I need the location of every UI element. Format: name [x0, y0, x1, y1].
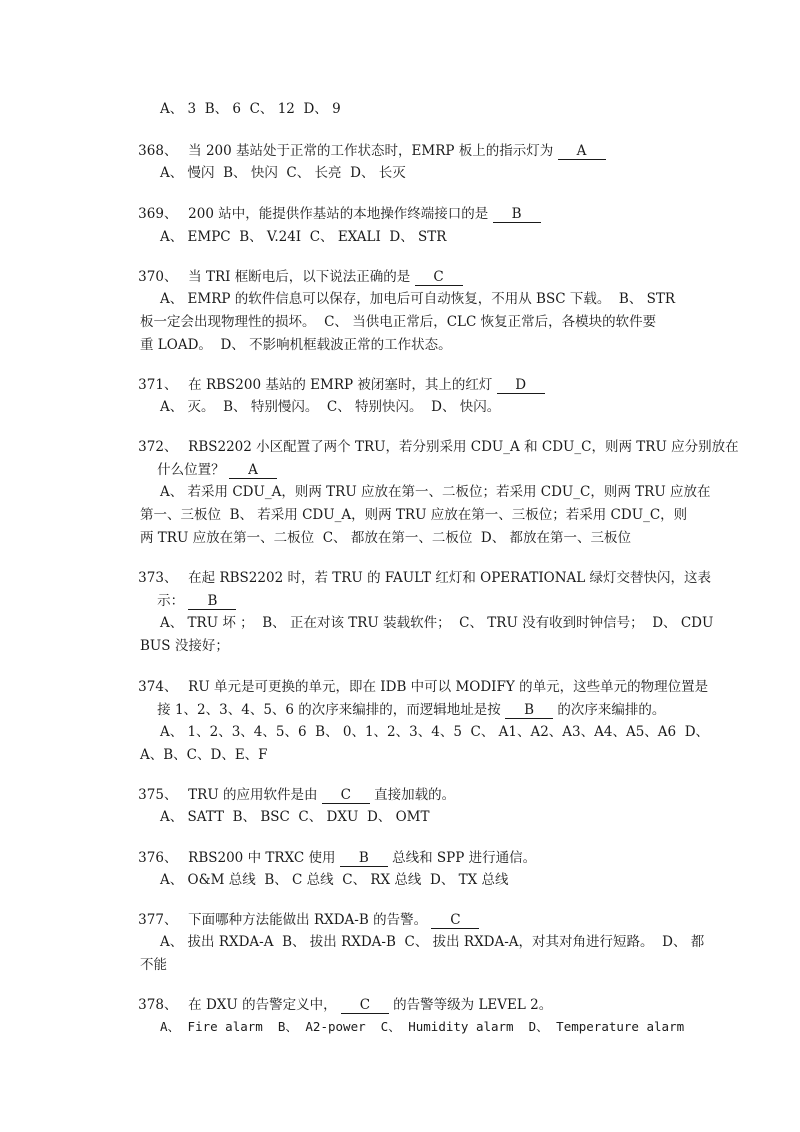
question-text: 200 站中，能提供作基站的本地操作终端接口的是 [188, 206, 493, 222]
question-text: 下面哪种方法能做出 RXDA-B 的告警。 [188, 912, 432, 928]
options-line: A、 拔出 RXDA-A B、 拔出 RXDA-B C、 拔出 RXDA-A，对其对角进行短路。 D、 都 [160, 934, 705, 950]
options-line: A、 3 B、 6 C、 12 D、 9 [160, 101, 341, 117]
question-text: 的次序来编排的。 [553, 702, 666, 718]
question-number: 369、 [138, 206, 178, 222]
options-line: 重 LOAD。 D、 不影响机框载波正常的工作状态。 [140, 337, 452, 353]
answer-blank: C [431, 913, 479, 929]
question-text: TRU 的应用软件是由 [188, 787, 322, 803]
answer-blank: B [505, 703, 553, 719]
question-text: 当 200 基站处于正常的工作状态时，EMRP 板上的指示灯为 [188, 143, 558, 159]
options-line: 板一定会出现物理性的损坏。 C、 当供电正常后，CLC 恢复正常后，各模块的软件要 [140, 314, 657, 330]
question-number: 378、 [138, 997, 178, 1013]
answer-blank: A [229, 463, 277, 479]
answer-blank: B [493, 207, 541, 223]
question-text: 直接加载的。 [369, 787, 456, 803]
options-line: A、 慢闪 B、 快闪 C、 长亮 D、 长灭 [160, 165, 406, 181]
options-line: 第一、三板位 B、 若采用 CDU_A，则两 TRU 应放在第一、三板位；若采用 CDU_C，则 [140, 507, 688, 523]
question-number: 373、 [138, 570, 178, 586]
question-text: 当 TRI 框断电后，以下说法正确的是 [188, 269, 415, 285]
question-text: RBS200 中 TRXC 使用 [188, 850, 340, 866]
question-number: 374、 [138, 679, 178, 695]
options-line: 不能 [140, 957, 167, 973]
options-line: A、 Fire alarm B、 A2-power C、 Humidity alarm D、 Temperature alarm [160, 1019, 685, 1034]
question-number: 375、 [138, 787, 178, 803]
question-text: 接 1、2、3、4、5、6 的次序来编排的，而逻辑地址是按 [157, 702, 506, 718]
question-number: 368、 [138, 143, 178, 159]
options-line: 两 TRU 应放在第一、二板位 C、 都放在第一、二板位 D、 都放在第一、三板位 [140, 530, 632, 546]
options-line: A、 SATT B、 BSC C、 DXU D、 OMT [160, 809, 430, 825]
question-text: RU 单元是可更换的单元，即在 IDB 中可以 MODIFY 的单元，这些单元的物理位置是 [188, 679, 709, 695]
question-text: 什么位置？ [157, 462, 229, 478]
answer-blank: C [415, 270, 463, 286]
options-line: A、B、C、D、E、F [140, 747, 268, 763]
question-text: 在起 RBS2202 时，若 TRU 的 FAULT 红灯和 OPERATIONAL 绿灯交替快闪，这表 [188, 570, 712, 586]
answer-blank: C [341, 998, 389, 1014]
options-line: A、 灭。 B、 特别慢闪。 C、 特别快闪。 D、 快闪。 [160, 399, 501, 415]
options-line: BUS 没接好； [140, 638, 229, 654]
question-number: 377、 [138, 912, 178, 928]
options-line: A、 TRU 坏 ； B、 正在对该 TRU 装载软件； C、 TRU 没有收到时钟信号； D、 CDU [160, 615, 714, 631]
question-text: 总线和 SPP 进行通信。 [387, 850, 537, 866]
options-line: A、 EMPC B、 V.24I C、 EXALI D、 STR [160, 229, 447, 245]
question-text: 的告警等级为 LEVEL 2。 [388, 997, 553, 1013]
options-line: A、 1、2、3、4、5、6 B、 0、1、2、3、4、5 C、 A1、A2、A3、A4、A5、A6 D、 [160, 724, 710, 740]
answer-blank: C [322, 788, 370, 804]
answer-blank: B [340, 851, 388, 867]
question-text: RBS2202 小区配置了两个 TRU，若分别采用 CDU_A 和 CDU_C，则两 TRU 应分别放在 [188, 439, 739, 455]
question-number: 372、 [138, 439, 178, 455]
question-number: 376、 [138, 850, 178, 866]
answer-blank: D [497, 378, 545, 394]
question-number: 370、 [138, 269, 178, 285]
answer-blank: B [188, 594, 236, 610]
options-line: A、 EMRP 的软件信息可以保存，加电后可自动恢复，不用从 BSC 下载。 B、 STR [160, 291, 676, 307]
answer-blank: A [558, 144, 606, 160]
question-text: 在 RBS200 基站的 EMRP 被闭塞时，其上的红灯 [188, 377, 497, 393]
options-line: A、 O&M 总线 B、 C 总线 C、 RX 总线 D、 TX 总线 [160, 872, 509, 888]
question-text: 在 DXU 的告警定义中， [188, 997, 341, 1013]
question-number: 371、 [138, 377, 178, 393]
options-line: A、 若采用 CDU_A，则两 TRU 应放在第一、二板位；若采用 CDU_C，则两 TRU 应放在 [160, 484, 711, 500]
question-text: 示： [157, 593, 189, 609]
